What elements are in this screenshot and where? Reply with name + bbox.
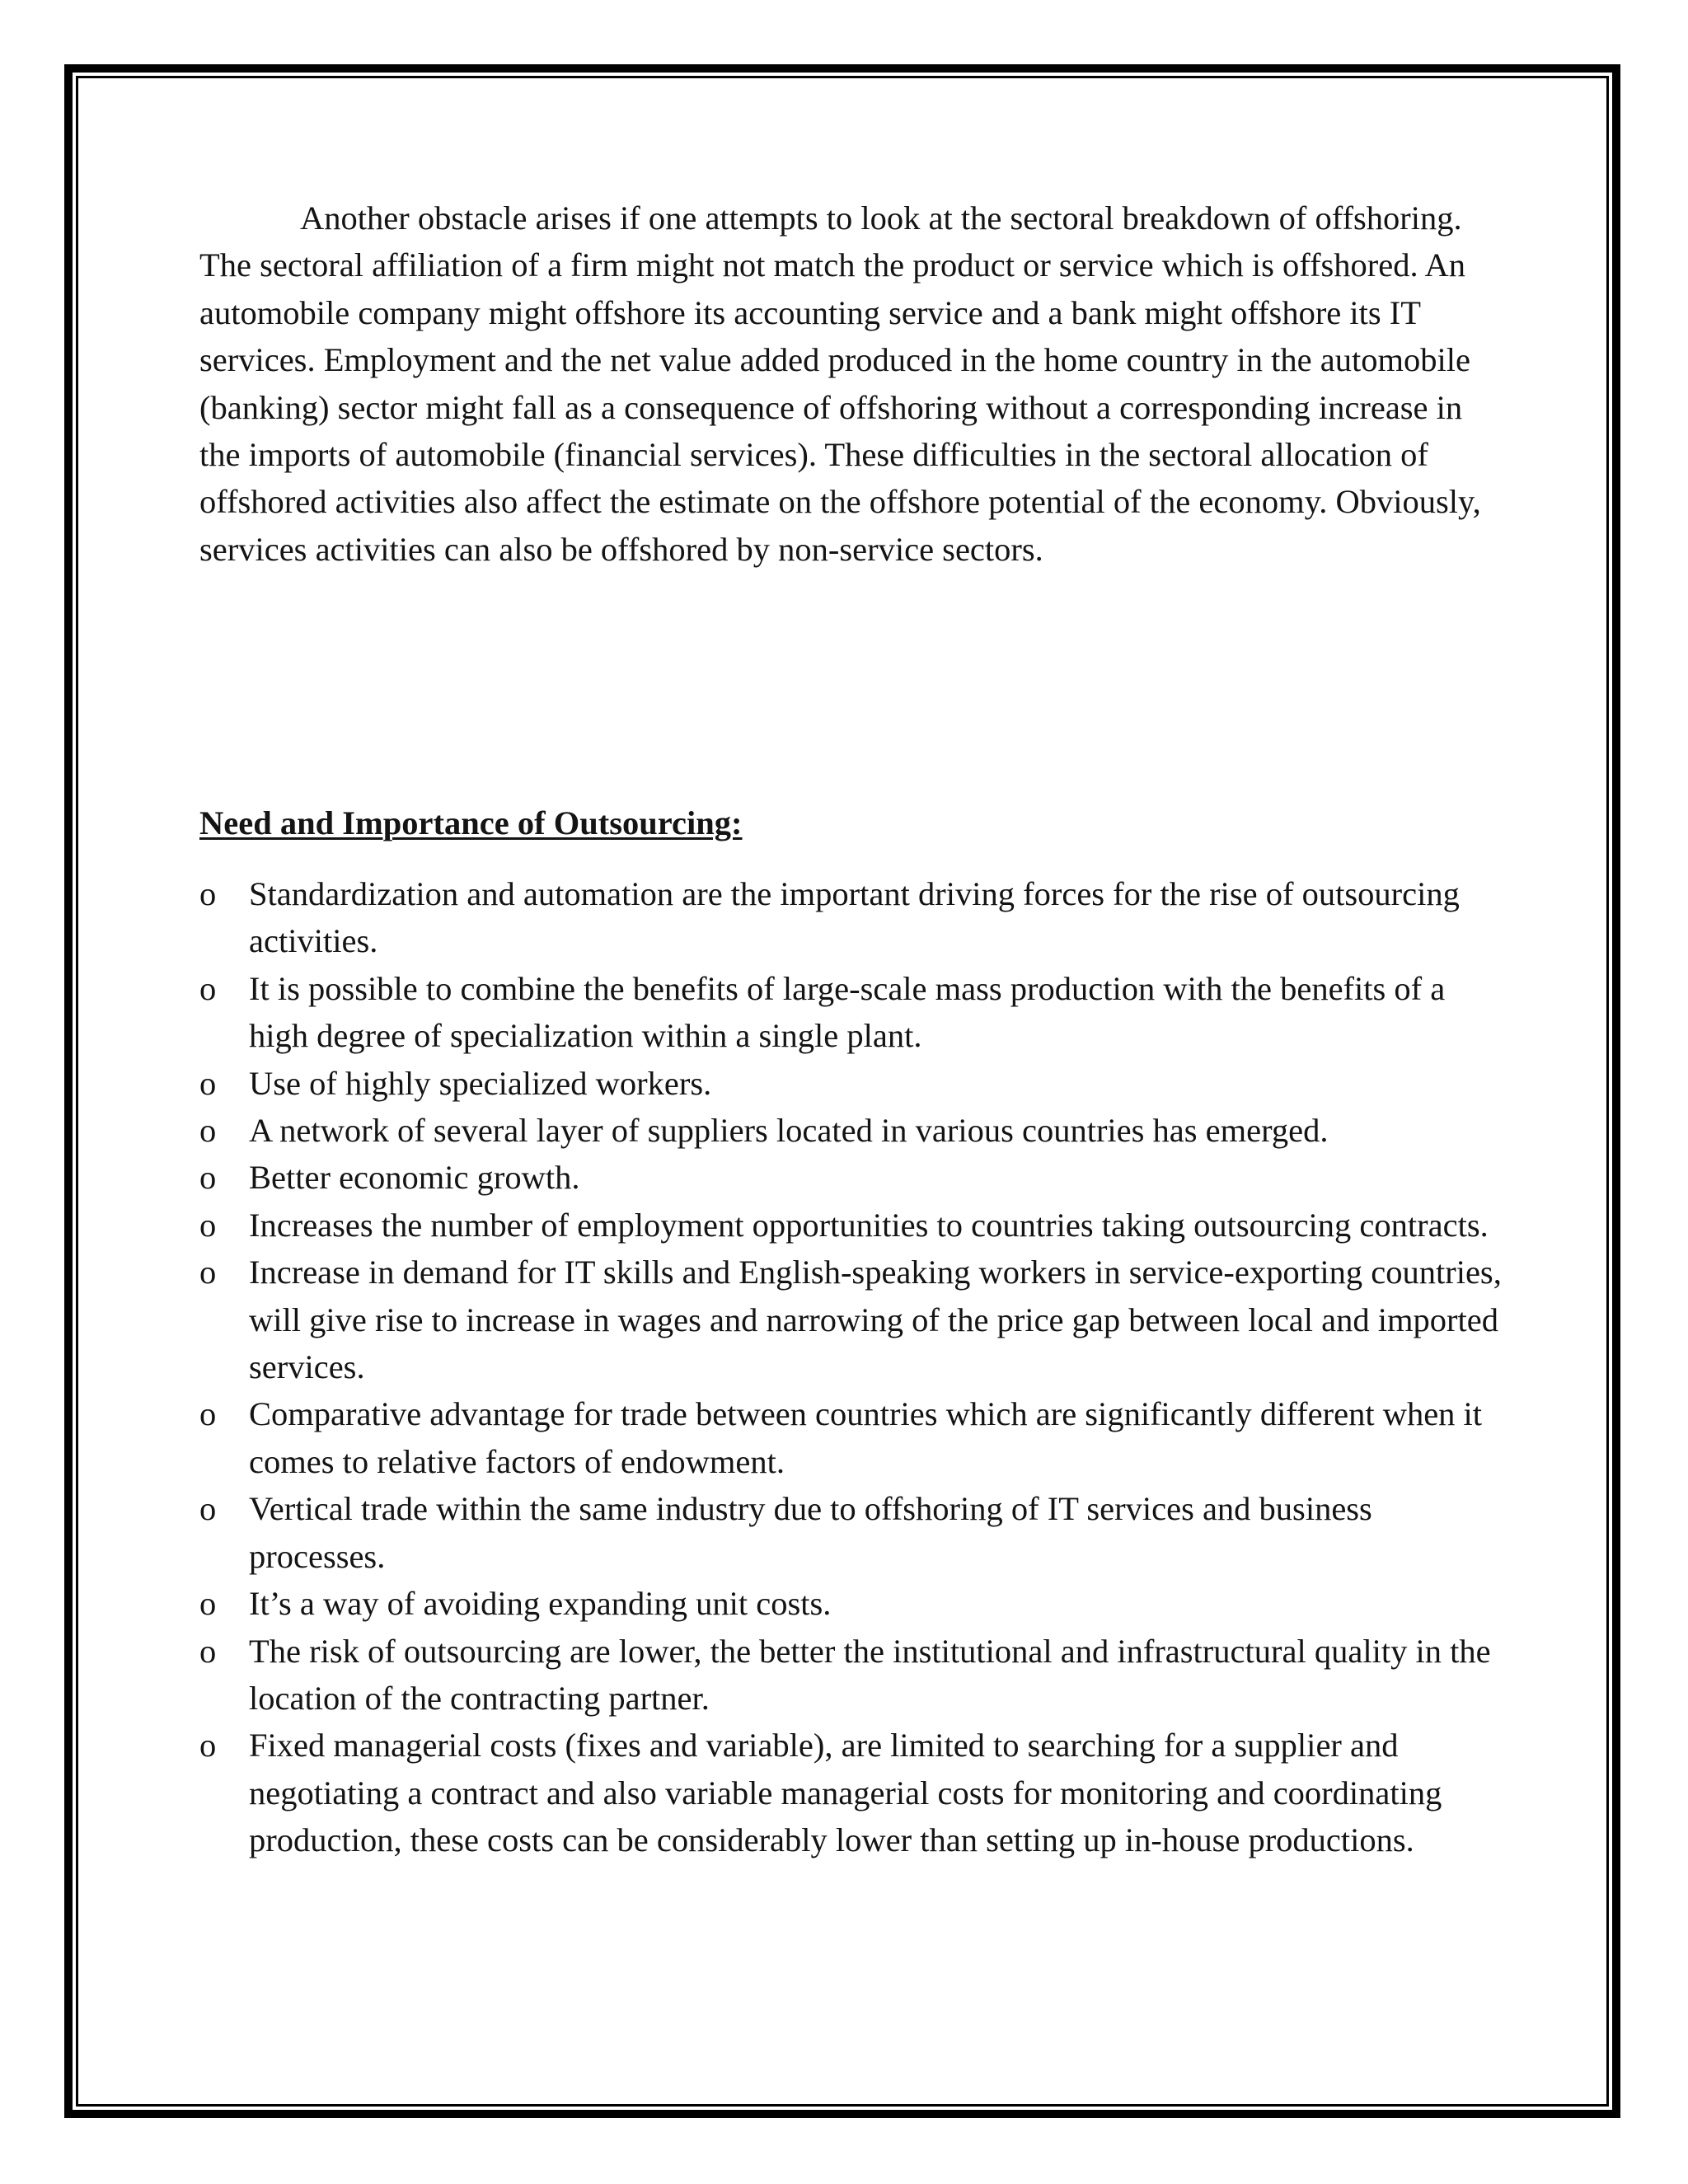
list-item	[199, 1060, 1502, 1107]
bullet-marker: o	[199, 1064, 217, 1102]
list-item-text: Increase in demand for IT skills and English-speaking workers in service-exporting countries, will give rise to increase in wages and narrowing of the price gap between local and imported services.	[249, 1254, 1502, 1386]
list-item	[199, 1202, 1502, 1249]
bullet-marker: o	[199, 1490, 217, 1528]
list-item	[199, 1154, 1502, 1201]
list-item	[199, 1485, 1502, 1580]
list-item	[199, 1580, 1502, 1627]
bullet-marker: o	[199, 1632, 217, 1670]
list-item	[199, 965, 1502, 1060]
list-item	[199, 1628, 1502, 1722]
list-item-text: Use of highly specialized workers.	[249, 1064, 712, 1102]
list-item-text: Fixed managerial costs (fixes and variable), are limited to searching for a supplier and negotiating a contract and also variable managerial costs for monitoring and coordinating production, these costs can be considerably lower than setting up in-house productions.	[249, 1727, 1442, 1859]
list-item-text: Increases the number of employment opportunities to countries taking outsourcing contracts.	[249, 1206, 1489, 1244]
list-item-text: It’s a way of avoiding expanding unit costs.	[249, 1585, 832, 1623]
list-item	[199, 1390, 1502, 1485]
list-item	[199, 1722, 1502, 1863]
bullet-marker: o	[199, 1206, 217, 1244]
list-item-text: Vertical trade within the same industry due to offshoring of IT services and business processes.	[249, 1490, 1372, 1575]
bullet-marker: o	[199, 1585, 217, 1623]
list-item-text: A network of several layer of suppliers located in various countries has emerged.	[249, 1112, 1329, 1150]
list-item-text: Comparative advantage for trade between countries which are significantly different when it comes to relative factors of endowment.	[249, 1395, 1483, 1480]
list-item	[199, 870, 1502, 965]
intro-paragraph: Another obstacle arises if one attempts to look at the sectoral breakdown of offshoring. The sectoral affiliation of a firm might not match the product or service which is offshored. An automobile company might offshore its accounting service and a bank might offshore its IT services. Employment and the net value added produced in the home country in the automobile (banking) sector might fall as a consequence of offshoring without a corresponding increase in the imports of automobile (financial services). These difficulties in the sectoral allocation of offshored activities also affect the estimate on the offshore potential of the economy. Obviously, services activities can also be offshored by non-service sectors.	[199, 199, 1481, 568]
list-item-text: Standardization and automation are the important driving forces for the rise of outsourcing activities.	[249, 875, 1460, 960]
page-content	[199, 194, 1502, 1859]
list-item-text: Better economic growth.	[249, 1159, 580, 1197]
bullet-marker: o	[199, 1727, 217, 1765]
bullet-marker: o	[199, 875, 217, 912]
list-item-text: The risk of outsourcing are lower, the better the institutional and infrastructural quality in the location of the contracting partner.	[249, 1632, 1491, 1717]
bullet-marker: o	[199, 1159, 217, 1197]
bullet-marker: o	[199, 1112, 217, 1150]
list-item	[199, 1107, 1502, 1154]
bullet-marker: o	[199, 1395, 217, 1433]
bullet-marker: o	[199, 1254, 217, 1291]
bullet-marker: o	[199, 969, 217, 1007]
list-item	[199, 1249, 1502, 1390]
list-item-text: It is possible to combine the benefits of large-scale mass production with the benefits of a high degree of specialization within a single plant.	[249, 969, 1446, 1055]
section-heading: Need and Importance of Outsourcing:	[199, 804, 743, 841]
bullet-list	[199, 870, 1502, 1864]
